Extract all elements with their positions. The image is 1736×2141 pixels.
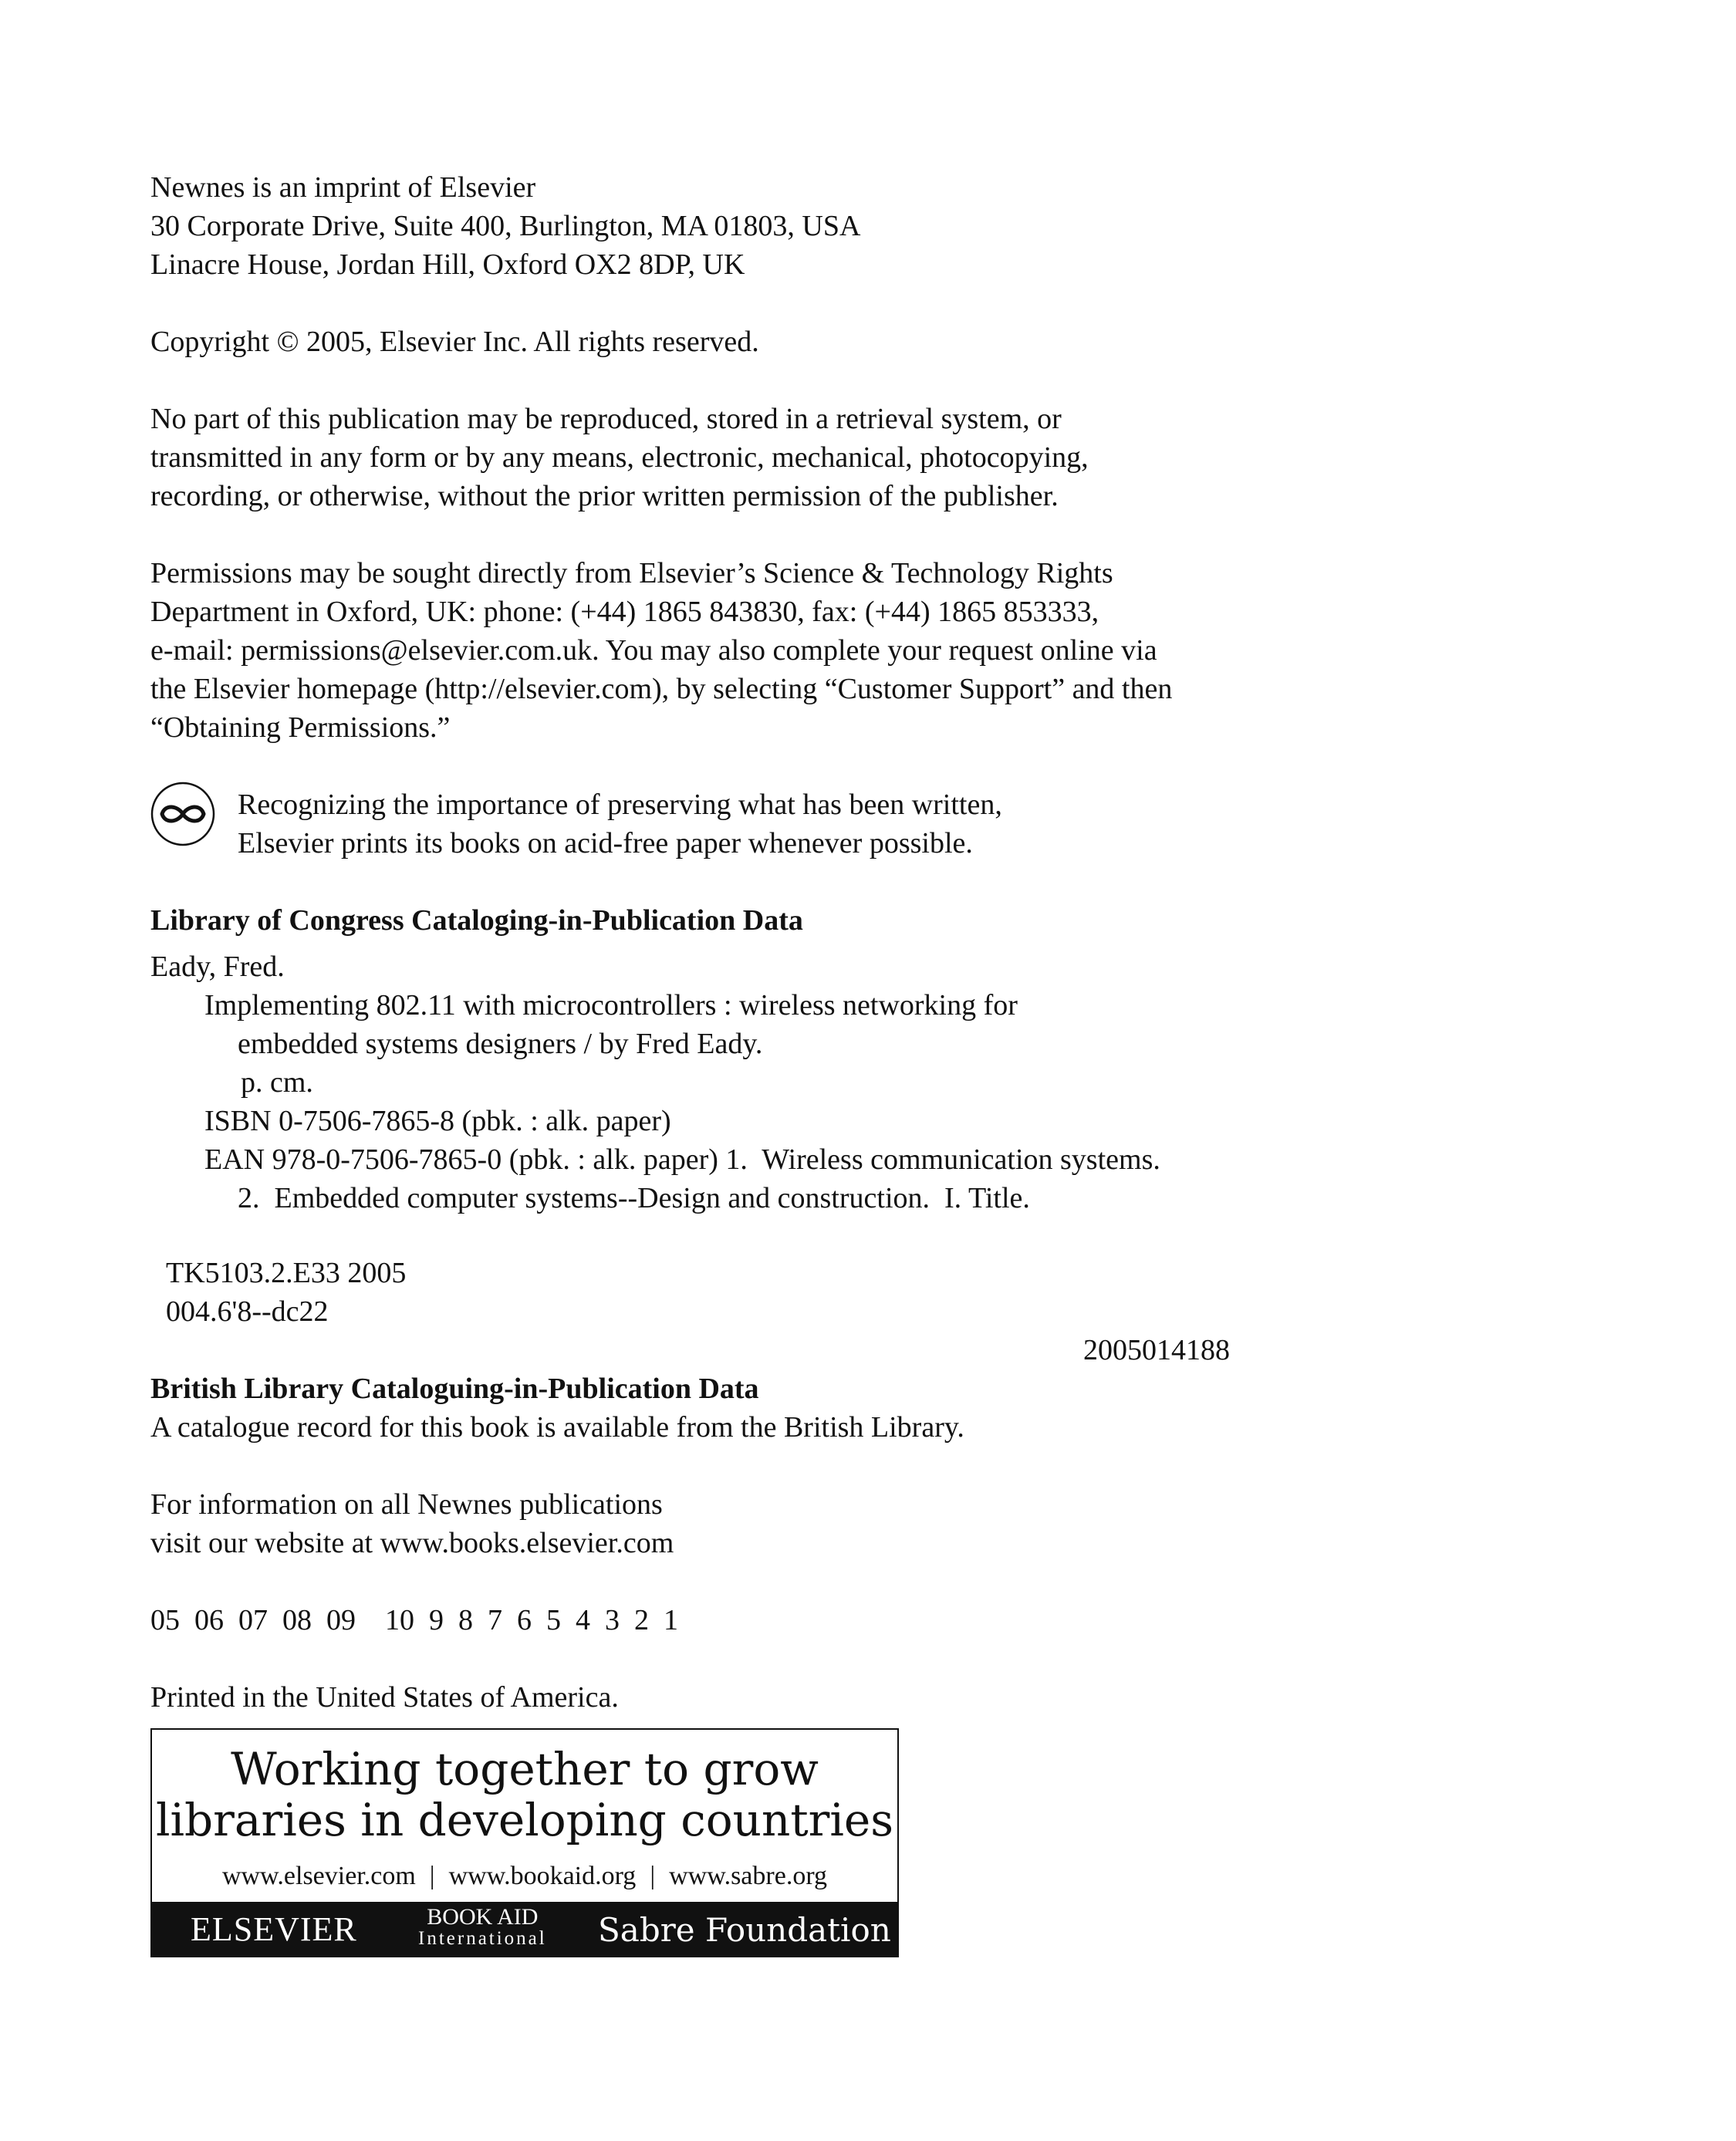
elsevier-logo: ELSEVIER xyxy=(191,1910,357,1948)
rights-line-2: transmitted in any form or by any means, electronic, mechanical, photocopying, xyxy=(150,441,1089,474)
us-address: 30 Corporate Drive, Suite 400, Burlington, MA 01803, USA xyxy=(150,210,861,242)
loc-title-line-1: Implementing 802.11 with microcontrollers : wireless networking for xyxy=(204,989,1018,1022)
sponsor-logo-band xyxy=(152,1902,897,1956)
book-aid-title-line-1: Working together to grow xyxy=(231,1743,819,1795)
rights-line-1: No part of this publication may be reproduced, stored in a retrieval system, or xyxy=(150,403,1062,435)
permissions-line-1: Permissions may be sought directly from Elsevier’s Science & Technology Rights xyxy=(150,557,1113,589)
book-aid-banner xyxy=(150,1728,899,1957)
imprint-line: Newnes is an imprint of Elsevier xyxy=(150,171,536,204)
book-aid-international-text: International xyxy=(418,1928,547,1949)
sabre-website: www.sabre.org xyxy=(669,1862,828,1890)
loc-class-number: TK5103.2.E33 2005 xyxy=(166,1257,407,1289)
rights-line-3: recording, or otherwise, without the prior written permission of the publisher. xyxy=(150,480,1059,512)
elsevier-website: www.elsevier.com xyxy=(221,1862,416,1890)
info-line-2: visit our website at www.books.elsevier.com xyxy=(150,1527,674,1559)
permissions-line-4: the Elsevier homepage (http://elsevier.com), by selecting “Customer Support” and then xyxy=(150,673,1173,705)
loc-dewey-number: 004.6'8--dc22 xyxy=(166,1295,329,1328)
book-aid-title-line-2: libraries in developing countries xyxy=(155,1794,894,1846)
copyright-notice: Copyright © 2005, Elsevier Inc. All rights reserved. xyxy=(150,326,759,358)
loc-pcm: p. cm. xyxy=(241,1066,313,1099)
separator: | xyxy=(429,1862,435,1890)
loc-ean: EAN 978-0-7506-7865-0 (pbk. : alk. paper) 1. Wireless communication systems. xyxy=(204,1143,1160,1176)
print-number-line: 05 06 07 08 09 10 9 8 7 6 5 4 3 2 1 xyxy=(150,1604,678,1636)
loc-author: Eady, Fred. xyxy=(150,951,285,983)
acid-free-line-1: Recognizing the importance of preserving what has been written, xyxy=(238,789,1002,821)
permissions-line-3: e-mail: permissions@elsevier.com.uk. You may also complete your request online via xyxy=(150,634,1157,667)
sabre-foundation-logo: Sabre Foundation xyxy=(598,1911,891,1949)
permissions-line-2: Department in Oxford, UK: phone: (+44) 1865 843830, fax: (+44) 1865 853333, xyxy=(150,596,1099,628)
separator: | xyxy=(650,1862,656,1890)
loc-isbn: ISBN 0-7506-7865-8 (pbk. : alk. paper) xyxy=(204,1105,671,1137)
loc-heading: Library of Congress Cataloging-in-Publication Data xyxy=(150,904,803,937)
book-aid-logo xyxy=(418,1906,547,1950)
loc-title-line-2: embedded systems designers / by Fred Eady. xyxy=(238,1028,763,1060)
book-aid-logo-text: BOOK AID xyxy=(427,1904,539,1930)
book-aid-websites xyxy=(152,1859,897,1893)
info-line-1: For information on all Newnes publications xyxy=(150,1488,663,1521)
printed-in: Printed in the United States of America. xyxy=(150,1681,619,1714)
bookaid-website: www.bookaid.org xyxy=(448,1862,637,1890)
british-library-text: A catalogue record for this book is available from the British Library. xyxy=(150,1411,964,1444)
permissions-line-5: “Obtaining Permissions.” xyxy=(150,711,451,744)
uk-address: Linacre House, Jordan Hill, Oxford OX2 8DP, UK xyxy=(150,248,745,281)
loc-subjects: 2. Embedded computer systems--Design and construction. I. Title. xyxy=(238,1182,1030,1214)
british-library-heading: British Library Cataloguing-in-Publication Data xyxy=(150,1373,759,1405)
acid-free-infinity-icon xyxy=(148,779,218,849)
acid-free-line-2: Elsevier prints its books on acid-free paper whenever possible. xyxy=(238,827,973,859)
loc-control-number: 2005014188 xyxy=(1083,1334,1230,1366)
